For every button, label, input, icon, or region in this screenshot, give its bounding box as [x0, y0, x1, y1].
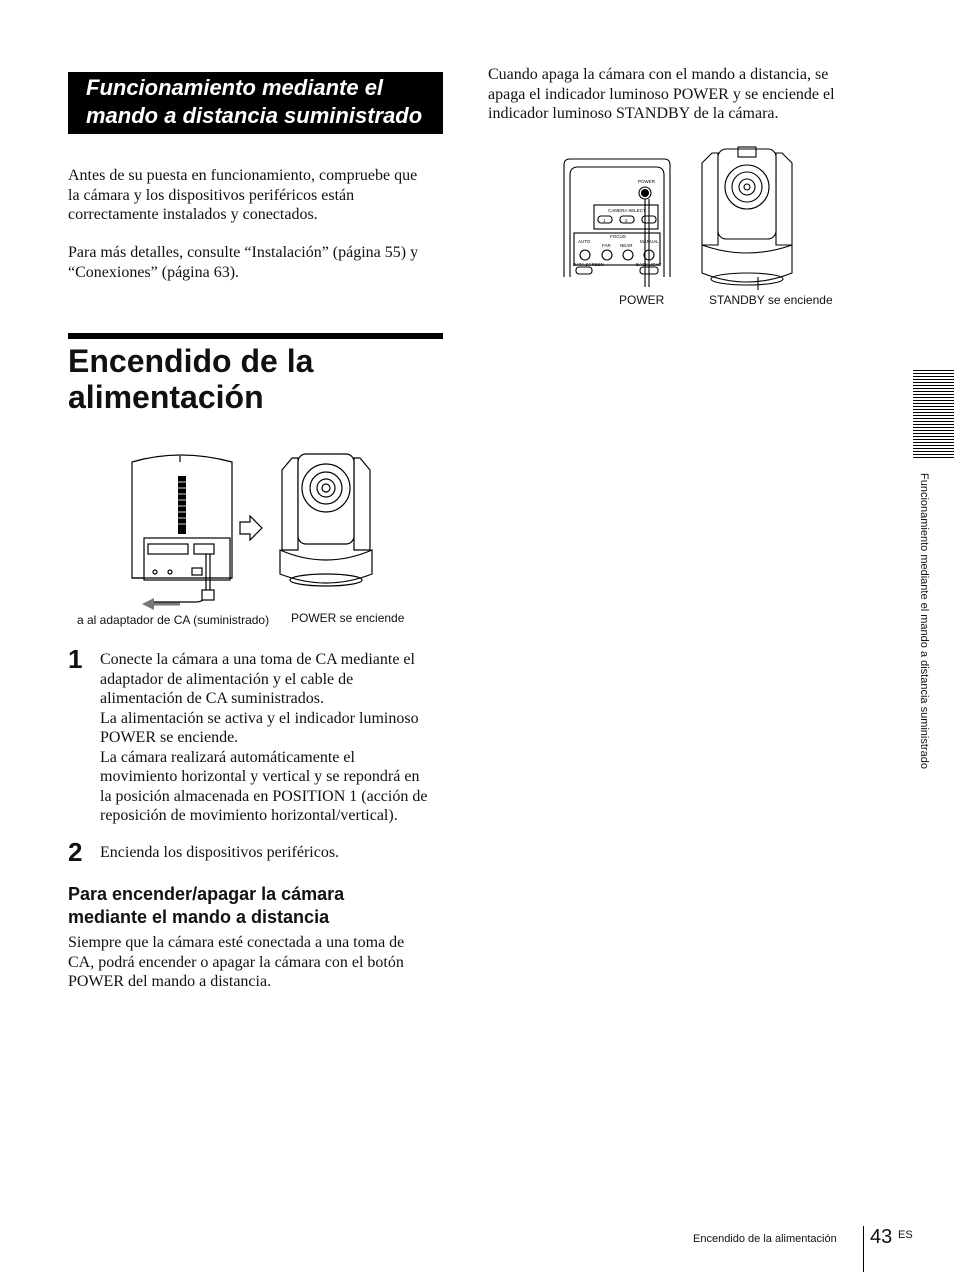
remote-paragraph — [68, 933, 448, 992]
text-line: Cuando apaga la cámara con el mando a distancia, se — [488, 66, 829, 83]
figure1-caption-adaptor: a al adaptador de CA (suministrado) — [77, 613, 270, 627]
text-line: adaptador de alimentación y el cable de — [100, 670, 354, 688]
text-line: Antes de su puesta en funcionamiento, compruebe que — [68, 167, 418, 184]
figure2-caption-power: POWER — [619, 293, 665, 307]
text-line: Para más detalles, consulte “Instalación” (página 55) y — [68, 244, 419, 261]
text-line: Siempre que la cámara esté conectada a una toma de — [68, 934, 405, 951]
footer-section-label: Encendido de la alimentación — [693, 1233, 837, 1245]
remote-label-focus: FOCUS — [610, 234, 626, 239]
text-line: reposición de movimiento horizontal/vertical). — [100, 807, 398, 824]
page-heading — [68, 343, 448, 415]
section-title-line1: Funcionamiento mediante el — [86, 75, 384, 100]
footer-divider — [863, 1226, 864, 1272]
text-line: CA, podrá encender o apagar la cámara con el botón — [68, 953, 404, 971]
camera-connection-figure — [120, 450, 400, 620]
remote-label-backlight: BACKLIGHT — [636, 262, 662, 267]
text-line: apaga el indicador luminoso POWER y se enciende el — [488, 85, 835, 103]
remote-label-2: 2 — [625, 218, 628, 223]
remote-label-1: 1 — [603, 218, 606, 223]
page-number: 43 — [870, 1226, 893, 1248]
figure2-caption-standby: STANDBY se enciende — [709, 293, 833, 307]
remote-label-near: NEAR — [620, 243, 633, 248]
remote-label-far: FAR — [602, 243, 611, 248]
step-2-text — [100, 843, 450, 863]
text-line: La alimentación se activa y el indicador luminoso — [100, 709, 419, 727]
text-line: indicador luminoso STANDBY de la cámara. — [488, 105, 779, 122]
text-line: alimentación de CA suministrados. — [100, 690, 324, 707]
subheading-line1: Para encender/apagar la cámara — [68, 884, 345, 904]
text-line: la cámara y los dispositivos periféricos están — [68, 186, 355, 204]
text-line: Encienda los dispositivos periféricos. — [100, 844, 340, 861]
intro-paragraph-1 — [68, 166, 448, 225]
remote-camera-figure — [560, 145, 810, 290]
text-line: Conecte la cámara a una toma de CA mediante el — [100, 651, 415, 668]
page-language-suffix: ES — [898, 1229, 913, 1241]
text-line: POWER del mando a distancia. — [68, 973, 272, 990]
remote-label-camera-select: CAMERA SELECT — [608, 208, 646, 213]
text-line: POWER se enciende. — [100, 729, 239, 746]
text-line: la posición almacenada en POSITION 1 (acción de — [100, 787, 428, 805]
chapter-tab-marker — [913, 370, 954, 460]
heading-line1: Encendido de la — [68, 343, 314, 379]
remote-label-manual: MANUAL — [640, 239, 659, 244]
heading-rule — [68, 333, 443, 339]
step-1-number: 1 — [68, 644, 83, 674]
text-line: correctamente instalados y conectados. — [68, 206, 318, 223]
remote-label-auto: AUTO — [578, 239, 591, 244]
intro-paragraph-2 — [68, 243, 448, 282]
figure1-caption-power: POWER se enciende — [291, 611, 405, 625]
remote-label-power: POWER — [638, 179, 656, 184]
heading-line2: alimentación — [68, 379, 264, 415]
remote-label-data-screen: DATA SCREEN — [573, 262, 605, 267]
text-line: movimiento horizontal y vertical y se repondrá en — [100, 768, 420, 785]
chapter-tab-label: Funcionamiento mediante el mando a distancia suministrado — [918, 473, 930, 769]
text-line: “Conexiones” (página 63). — [68, 263, 240, 281]
step-2-number: 2 — [68, 837, 83, 867]
step-1-text — [100, 650, 450, 826]
subheading-line2: mediante el mando a distancia — [68, 907, 330, 927]
section-title-box — [68, 72, 443, 134]
section-title-line2: mando a distancia suministrado — [86, 103, 423, 128]
right-paragraph — [488, 65, 868, 124]
subheading — [68, 883, 448, 929]
text-line: La cámara realizará automáticamente el — [100, 748, 355, 766]
